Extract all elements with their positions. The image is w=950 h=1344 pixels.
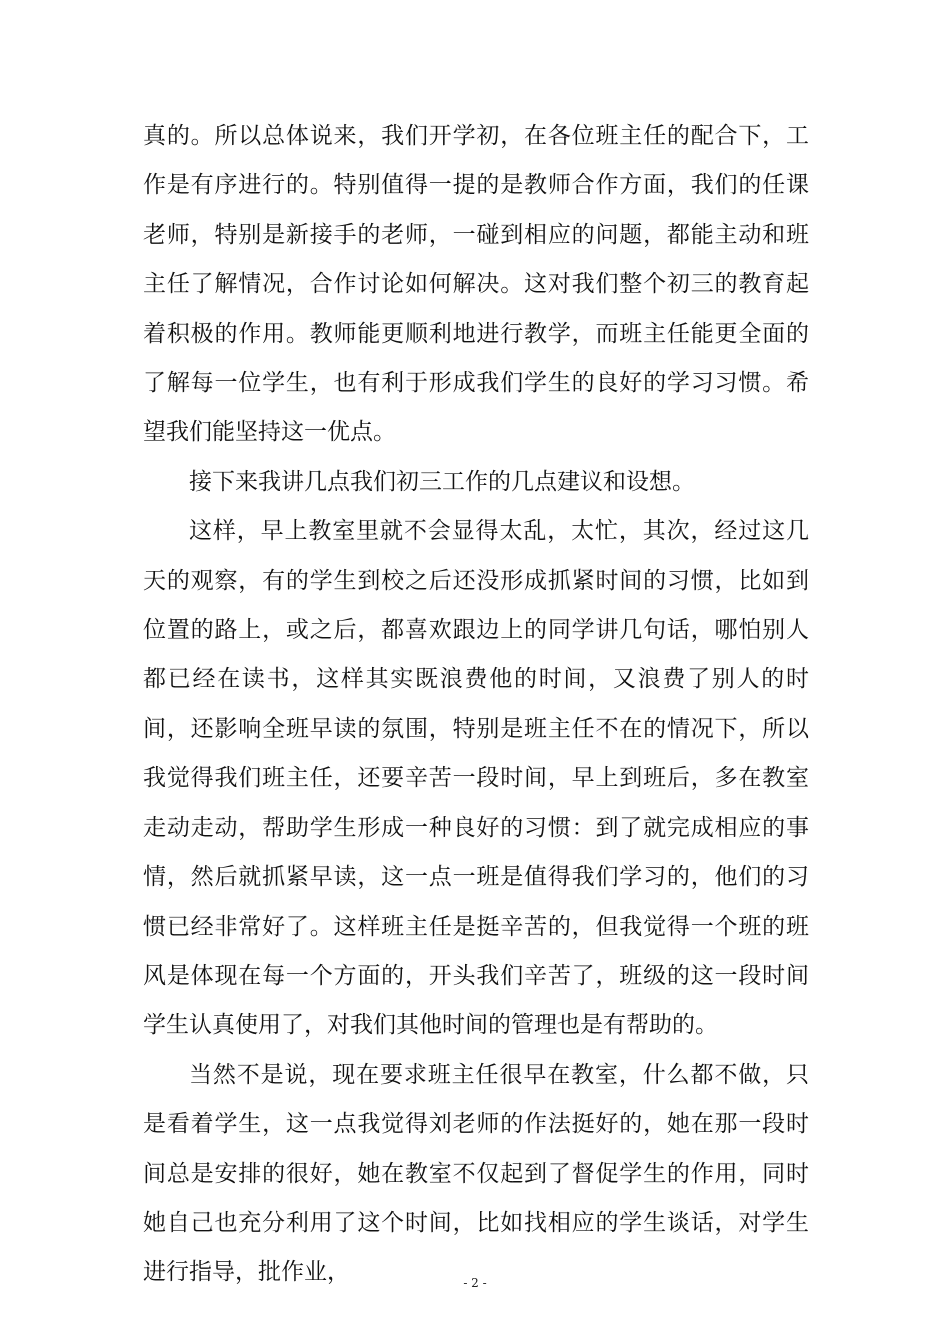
page-number: - 2 - xyxy=(463,1276,487,1290)
paragraph-4: 当然不是说，现在要求班主任很早在教室，什么都不做，只是看着学生，这一点我觉得刘老师的作法挺好的，她在那一段时间总是安排的很好，她在教室不仅起到了督促学生的作用，同时她自己也充分利用了这个时间，比如找相应的学生谈话，对学生进行指导，批作业， xyxy=(143,1061,809,1286)
paragraph-3: 这样，早上教室里就不会显得太乱，太忙，其次，经过这几天的观察，有的学生到校之后还没形成抓紧时间的习惯，比如到位置的路上，或之后，都喜欢跟边上的同学讲几句话，哪怕别人都已经在读书，这样其实既浪费他的时间，又浪费了别人的时间，还影响全班早读的氛围，特别是班主任不在的情况下，所以我觉得我们班主任，还要辛苦一段时间，早上到班后，多在教室走动走动，帮助学生形成一种良好的习惯：到了就完成相应的事情，然后就抓紧早读，这一点一班是值得我们学习的，他们的习惯已经非常好了。这样班主任是挺辛苦的，但我觉得一个班的班风是体现在每一个方面的，开头我们辛苦了，班级的这一段时间学生认真使用了，对我们其他时间的管理也是有帮助的。 xyxy=(143,518,809,1039)
paragraph-1: 真的。所以总体说来，我们开学初，在各位班主任的配合下，工作是有序进行的。特别值得一提的是教师合作方面，我们的任课老师，特别是新接手的老师，一碰到相应的问题，都能主动和班主任了解情况，合作讨论如何解决。这对我们整个初三的教育起着积极的作用。教师能更顺利地进行教学，而班主任能更全面的了解每一位学生，也有利于形成我们学生的良好的学习习惯。希望我们能坚持这一优点。 xyxy=(143,123,809,446)
body-text xyxy=(143,112,809,1298)
paragraph-2: 接下来我讲几点我们初三工作的几点建议和设想。 xyxy=(189,468,695,495)
